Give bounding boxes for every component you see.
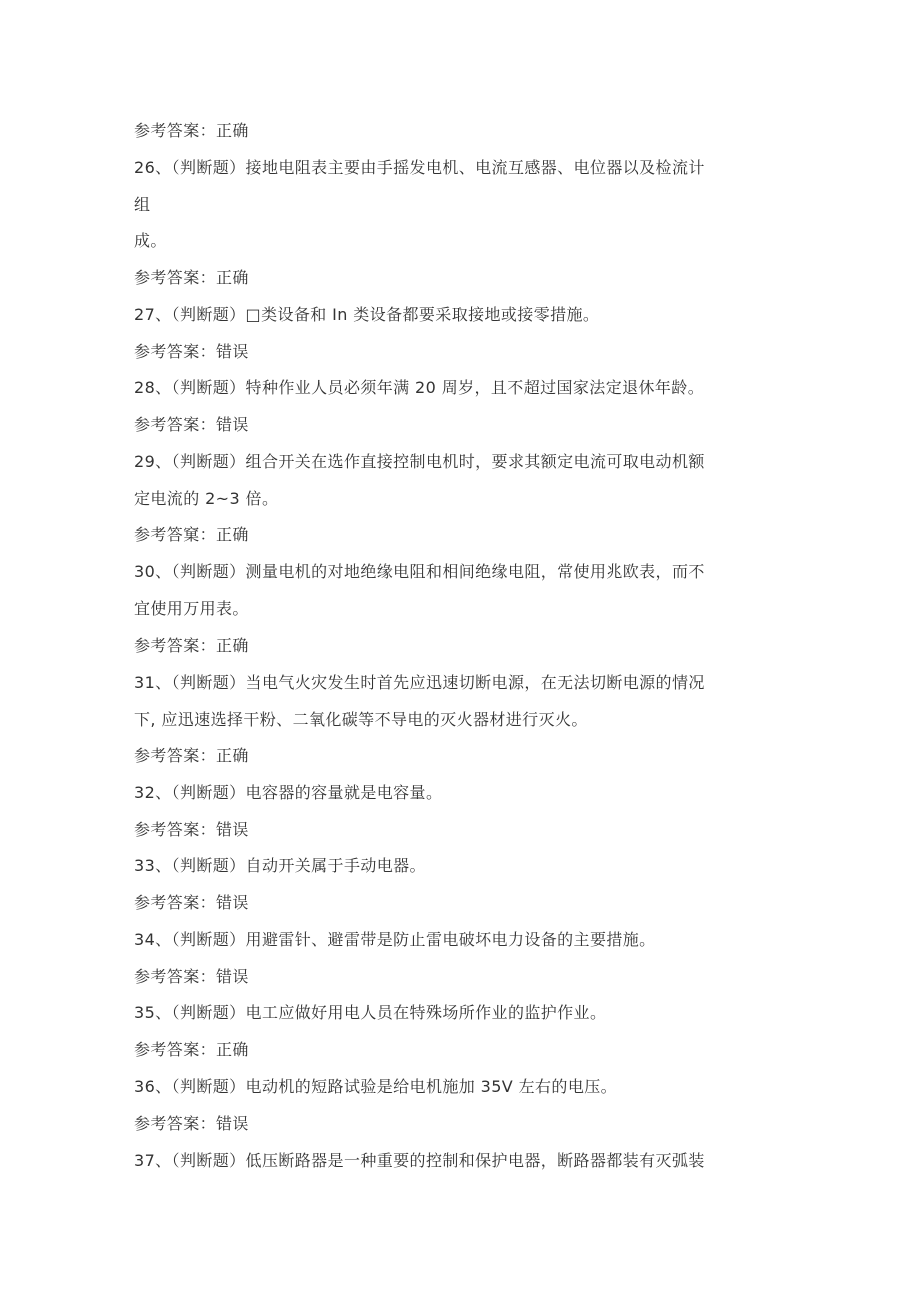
question-33: 33、（判断题）自动开关属于手动电器。	[134, 856, 426, 875]
answer-line-30: 参考答案：正确	[134, 636, 249, 655]
answer-line-27: 参考答案：错误	[134, 342, 249, 361]
question-29-line-1: 29、（判断题）组合开关在选作直接控制电机时，要求其额定电流可取电动机额	[134, 452, 705, 471]
question-30-line-1: 30、（判断题）测量电机的对地绝缘电阻和相间绝缘电阻，常使用兆欧表，而不	[134, 562, 705, 581]
answer-line-28: 参考答案：错误	[134, 415, 249, 434]
answer-line-35: 参考答案：正确	[134, 1040, 249, 1059]
question-28: 28、（判断题）特种作业人员必须年满 20 周岁，且不超过国家法定退休年龄。	[134, 378, 705, 397]
question-26-line-1: 26、（判断题）接地电阻表主要由手摇发电机、电流互感器、电位器以及检流计	[134, 158, 705, 177]
question-34: 34、（判断题）用避雷针、避雷带是防止雷电破坏电力设备的主要措施。	[134, 930, 656, 949]
answer-line-32: 参考答案：错误	[134, 820, 249, 839]
answer-line-26: 参考答案：正确	[134, 268, 249, 287]
answer-line-31: 参考答案：正确	[134, 746, 249, 765]
question-30-line-2: 宜使用万用表。	[134, 599, 249, 618]
question-32: 32、（判断题）电容器的容量就是电容量。	[134, 783, 443, 802]
answer-line-36: 参考答案：错误	[134, 1114, 249, 1133]
question-29-line-2: 定电流的 2~3 倍。	[134, 489, 279, 508]
answer-line-33: 参考答案：错误	[134, 893, 249, 912]
question-37-line-1: 37、（判断题）低压断路器是一种重要的控制和保护电器，断路器都装有灭弧装	[134, 1151, 705, 1170]
question-31-line-2: 下, 应迅速选择干粉、二氧化碳等不导电的灭火器材进行灭火。	[134, 710, 588, 729]
answer-line-34: 参考答案：错误	[134, 967, 249, 986]
question-36: 36、（判断题）电动机的短路试验是给电机施加 35V 左右的电压。	[134, 1077, 618, 1096]
question-26-line-3: 成。	[134, 231, 167, 250]
question-26-line-2: 组	[134, 195, 151, 214]
question-27: 27、（判断题）□类设备和 In 类设备都要采取接地或接零措施。	[134, 305, 600, 324]
question-31-line-1: 31、（判断题）当电气火灾发生时首先应迅速切断电源，在无法切断电源的情况	[134, 673, 705, 692]
question-35: 35、（判断题）电工应做好用电人员在特殊场所作业的监护作业。	[134, 1003, 607, 1022]
answer-line-29: 参考答窠：正确	[134, 525, 249, 544]
answer-line-25: 参考答案：正确	[134, 121, 249, 140]
